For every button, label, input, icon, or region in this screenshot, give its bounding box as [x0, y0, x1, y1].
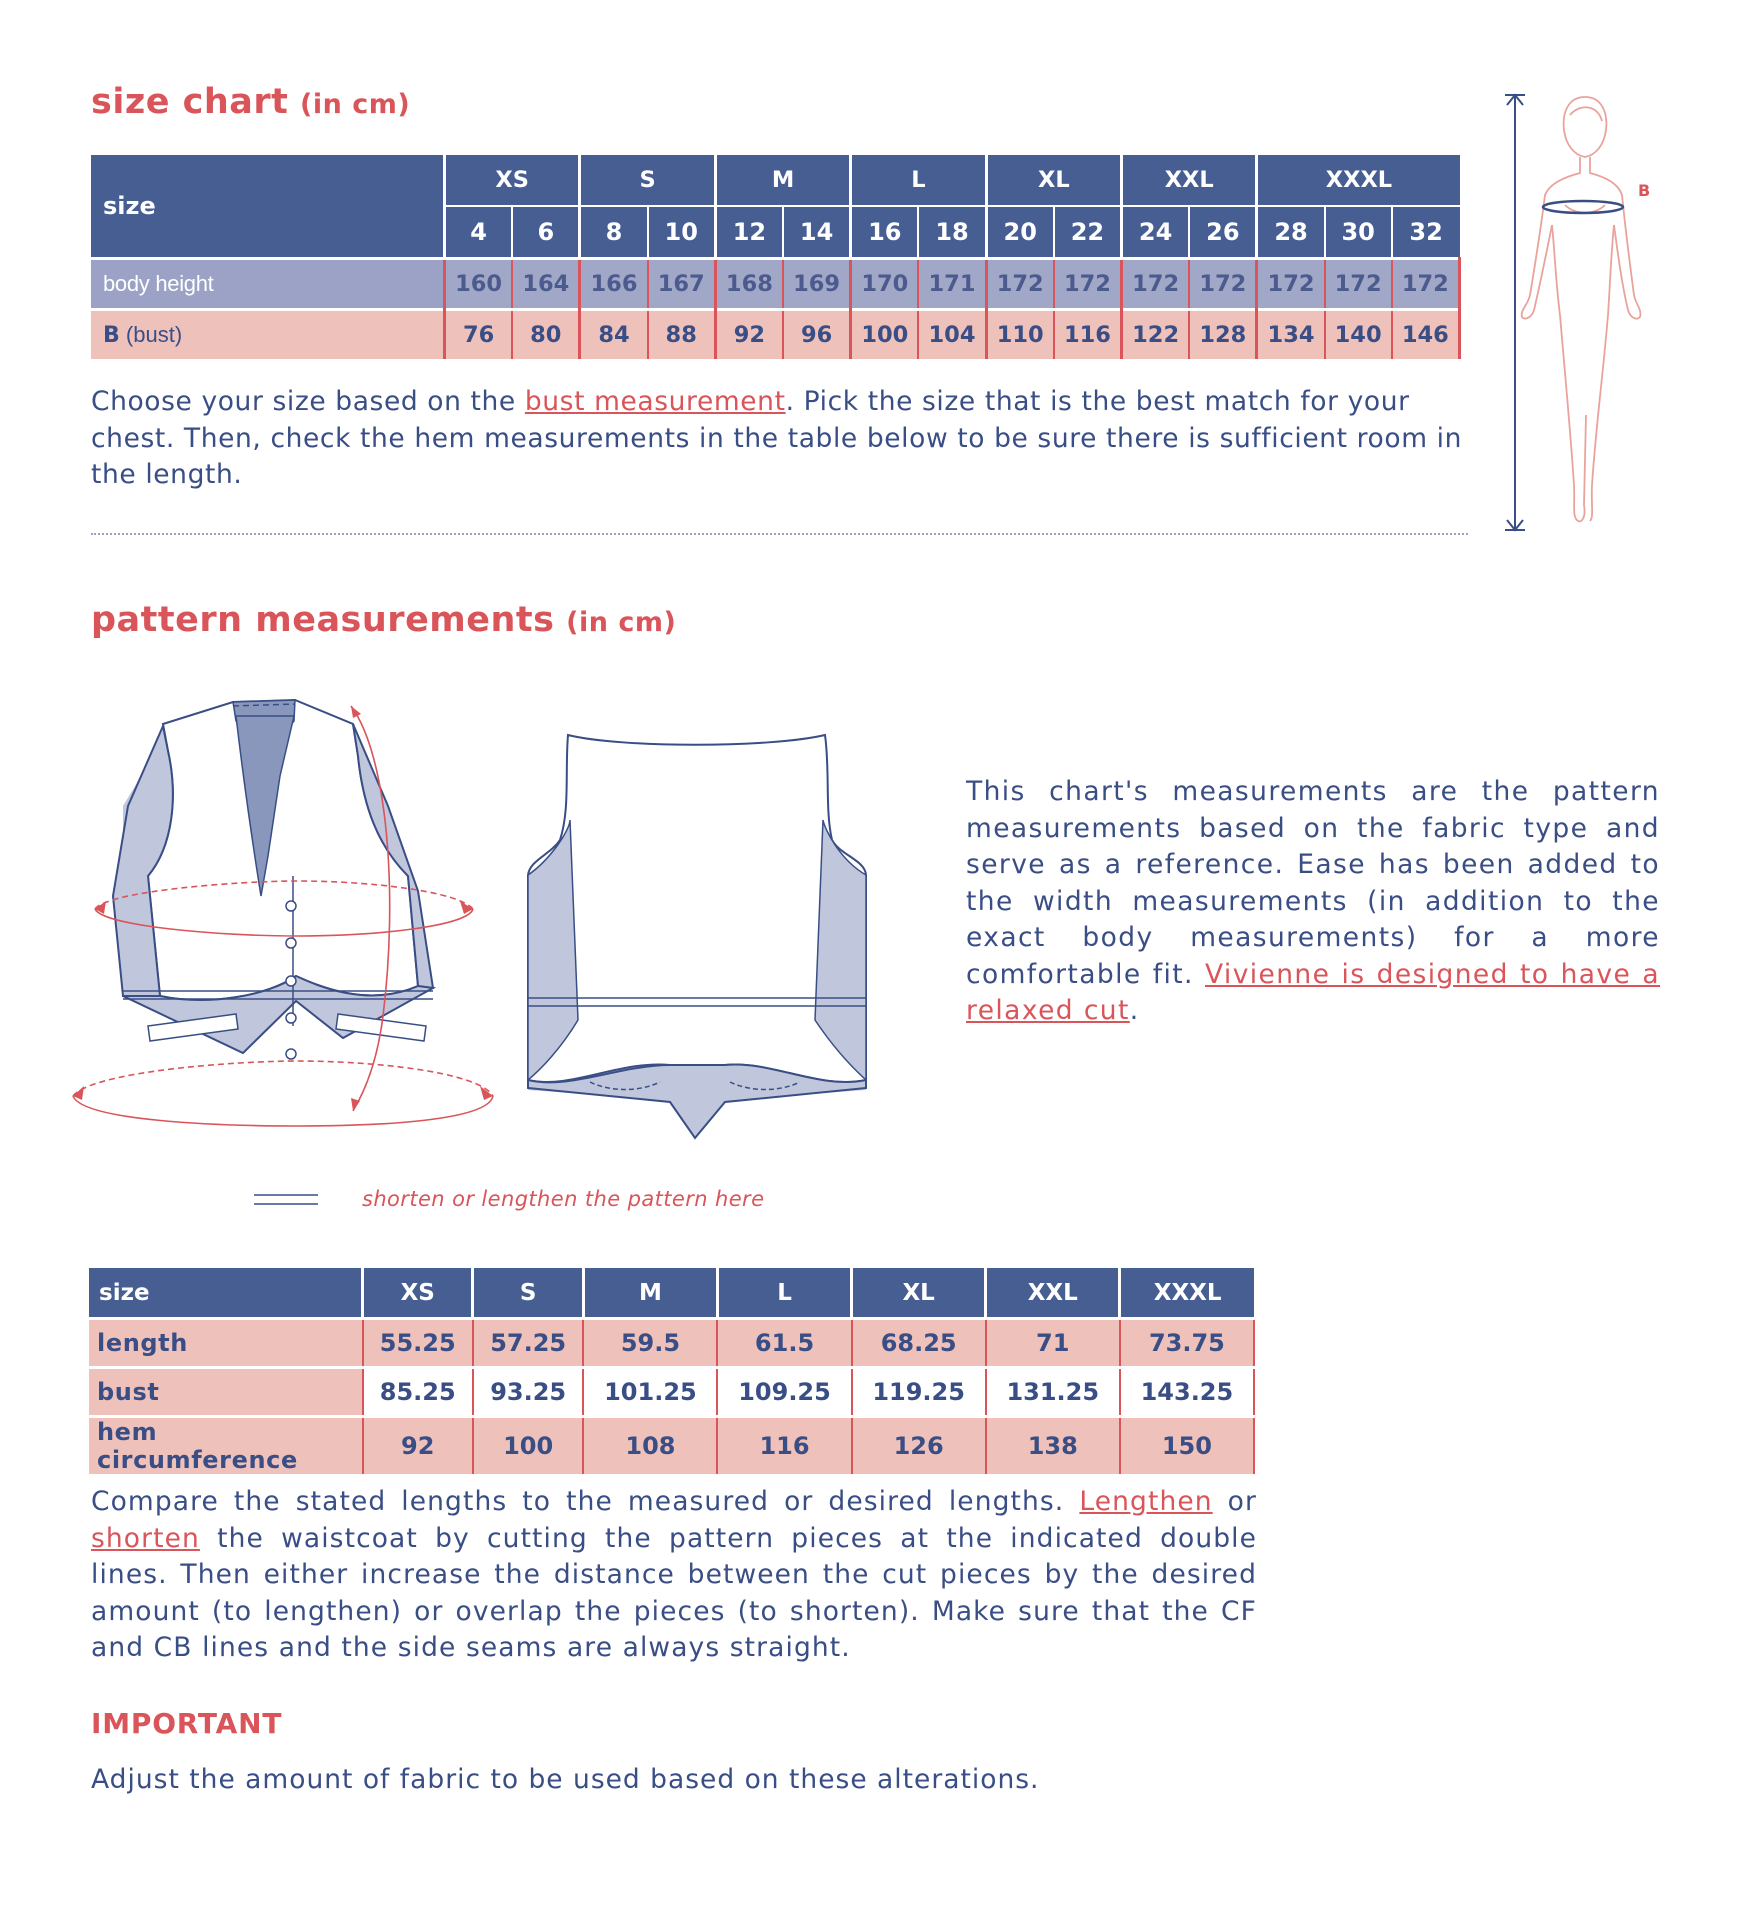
length-value: 71 — [986, 1319, 1120, 1368]
bust-value: 146 — [1392, 310, 1460, 360]
hem-value: 108 — [583, 1417, 717, 1475]
bust-value: 134 — [1257, 310, 1325, 360]
length-label: length — [89, 1319, 363, 1368]
pattern-col-header: XXXL — [1120, 1268, 1254, 1319]
size-group-xxl: XXL — [1122, 155, 1257, 206]
size-group-xs: XS — [445, 155, 580, 206]
hem-row — [89, 1417, 1254, 1475]
size-number: 24 — [1122, 206, 1190, 259]
size-number: 28 — [1257, 206, 1325, 259]
pattern-col-header: L — [717, 1268, 851, 1319]
hem-value: 138 — [986, 1417, 1120, 1475]
size-number: 12 — [715, 206, 783, 259]
size-number: 16 — [851, 206, 919, 259]
pattern-bust-value: 93.25 — [473, 1368, 583, 1417]
size-number: 22 — [1054, 206, 1122, 259]
pattern-bust-value: 101.25 — [583, 1368, 717, 1417]
body-height-value: 168 — [715, 259, 783, 310]
intro-text: Choose your size based on the — [91, 386, 525, 417]
pattern-col-header: XL — [852, 1268, 986, 1319]
bust-value: 76 — [445, 310, 513, 360]
body-height-value: 172 — [1392, 259, 1460, 310]
hem-value: 150 — [1120, 1417, 1254, 1475]
relaxed-cut-link[interactable]: Vivienne is designed to have a relaxed cut — [966, 958, 1660, 1026]
bust-measurement-link[interactable]: bust measurement — [524, 386, 786, 417]
body-height-value: 166 — [580, 259, 648, 310]
body-height-value: 164 — [512, 259, 580, 310]
bust-value: 104 — [918, 310, 986, 360]
body-height-value: 167 — [648, 259, 716, 310]
pattern-bust-label: bust — [89, 1368, 363, 1417]
section-divider — [91, 533, 1468, 535]
bust-row — [91, 310, 1460, 360]
body-height-value: 170 — [851, 259, 919, 310]
bust-label-text: (bust) — [125, 322, 183, 347]
hem-value: 116 — [717, 1417, 851, 1475]
body-height-label: body height — [91, 259, 445, 310]
bust-value: 96 — [783, 310, 851, 360]
length-value: 61.5 — [717, 1319, 851, 1368]
hem-value: 126 — [852, 1417, 986, 1475]
bust-value: 80 — [512, 310, 580, 360]
compare-or: or — [1212, 1486, 1257, 1517]
size-number: 10 — [648, 206, 716, 259]
pattern-description-end: . — [1129, 995, 1140, 1026]
body-height-value: 172 — [986, 259, 1054, 310]
hem-label: hem circumference — [89, 1417, 363, 1475]
woman-figure — [1522, 97, 1641, 521]
size-number: 26 — [1189, 206, 1257, 259]
hem-value: 100 — [473, 1417, 583, 1475]
length-value: 73.75 — [1120, 1319, 1254, 1368]
pattern-col-header: XXL — [986, 1268, 1120, 1319]
pattern-bust-value: 119.25 — [852, 1368, 986, 1417]
size-group-xxxl: XXXL — [1257, 155, 1460, 206]
size-number: 32 — [1392, 206, 1460, 259]
bust-label — [91, 310, 445, 360]
length-value: 57.25 — [473, 1319, 583, 1368]
body-height-value: 172 — [1189, 259, 1257, 310]
bust-value: 100 — [851, 310, 919, 360]
body-height-value: 172 — [1325, 259, 1392, 310]
intro-text-after: . Pick the size that is the best match for your chest. Then, check the hem measurements in the table below to be sure there is sufficient room in the length. — [91, 386, 1462, 490]
shorten-link[interactable]: shorten — [91, 1522, 200, 1554]
size-number: 20 — [986, 206, 1054, 259]
body-height-value: 172 — [1054, 259, 1122, 310]
pattern-col-header: XS — [363, 1268, 473, 1319]
body-height-value: 172 — [1257, 259, 1325, 310]
pattern-unit: (in cm) — [566, 607, 677, 638]
pattern-bust-value: 143.25 — [1120, 1368, 1254, 1417]
length-value: 59.5 — [583, 1319, 717, 1368]
body-height-value: 160 — [445, 259, 513, 310]
double-line-legend-icon — [254, 1190, 318, 1210]
lengthen-link[interactable]: Lengthen — [1079, 1486, 1213, 1517]
size-chart-intro — [91, 384, 1481, 494]
bust-value: 110 — [986, 310, 1054, 360]
size-header-label: size — [91, 155, 445, 259]
bust-value: 84 — [580, 310, 648, 360]
pattern-bust-value: 131.25 — [986, 1368, 1120, 1417]
size-group-m: M — [715, 155, 850, 206]
pattern-description-text: This chart's measurements are the pattern measurements based on the fabric type and serve as a reference. Ease has been added to the width measurements (in addition to the exact body measurements) for a more comfortable fit. — [966, 776, 1660, 990]
bust-value: 92 — [715, 310, 783, 360]
size-number: 14 — [783, 206, 851, 259]
size-chart-unit: (in cm) — [300, 89, 411, 120]
size-group-l: L — [851, 155, 986, 206]
bust-line-marker — [1543, 201, 1623, 213]
length-value: 55.25 — [363, 1319, 473, 1368]
body-height-row — [91, 259, 1460, 310]
body-height-value: 169 — [783, 259, 851, 310]
bust-value: 122 — [1122, 310, 1190, 360]
compare-text: Compare the stated lengths to the measured or desired lengths. — [91, 1486, 1080, 1517]
pattern-size-header: size — [89, 1268, 363, 1319]
pattern-title: pattern measurements (in cm) — [91, 600, 677, 640]
size-number: 6 — [512, 206, 580, 259]
size-group-s: S — [580, 155, 715, 206]
pattern-col-header: S — [473, 1268, 583, 1319]
body-figure-illustration — [1490, 85, 1680, 545]
pattern-measurements-table — [89, 1268, 1255, 1474]
length-row — [89, 1319, 1254, 1368]
pattern-bust-value: 109.25 — [717, 1368, 851, 1417]
pattern-description — [966, 774, 1660, 1030]
size-group-xl: XL — [986, 155, 1121, 206]
important-text: Adjust the amount of fabric to be used based on these alterations. — [91, 1764, 1040, 1795]
size-chart-table — [91, 155, 1461, 359]
size-number: 18 — [918, 206, 986, 259]
body-height-value: 171 — [918, 259, 986, 310]
bust-figure-label: B — [1638, 181, 1651, 200]
compare-text-after: the waistcoat by cutting the pattern pieces at the indicated double lines. Then either increase the distance between the cut pieces by the desired amount (to lengthen) or overlap the pieces (to shorten). Make sure that the CF and CB lines and the side seams are always straight. — [91, 1522, 1257, 1663]
compare-instructions — [91, 1484, 1257, 1667]
bust-value: 116 — [1054, 310, 1122, 360]
important-title: IMPORTANT — [91, 1707, 283, 1740]
legend-label: shorten or lengthen the pattern here — [362, 1187, 765, 1211]
pattern-bust-row — [89, 1368, 1254, 1417]
vest-front-illustration — [68, 696, 508, 1136]
size-chart-title: size chart (in cm) — [91, 82, 411, 122]
bust-value: 128 — [1189, 310, 1257, 360]
size-number: 4 — [445, 206, 513, 259]
pattern-bust-value: 85.25 — [363, 1368, 473, 1417]
bust-label-letter: B — [103, 323, 120, 348]
vest-back-illustration — [520, 720, 880, 1140]
pattern-col-header: M — [583, 1268, 717, 1319]
body-height-value: 172 — [1122, 259, 1190, 310]
length-value: 68.25 — [852, 1319, 986, 1368]
hem-value: 92 — [363, 1417, 473, 1475]
size-number: 8 — [580, 206, 648, 259]
bust-value: 140 — [1325, 310, 1392, 360]
bust-value: 88 — [648, 310, 716, 360]
size-number: 30 — [1325, 206, 1392, 259]
